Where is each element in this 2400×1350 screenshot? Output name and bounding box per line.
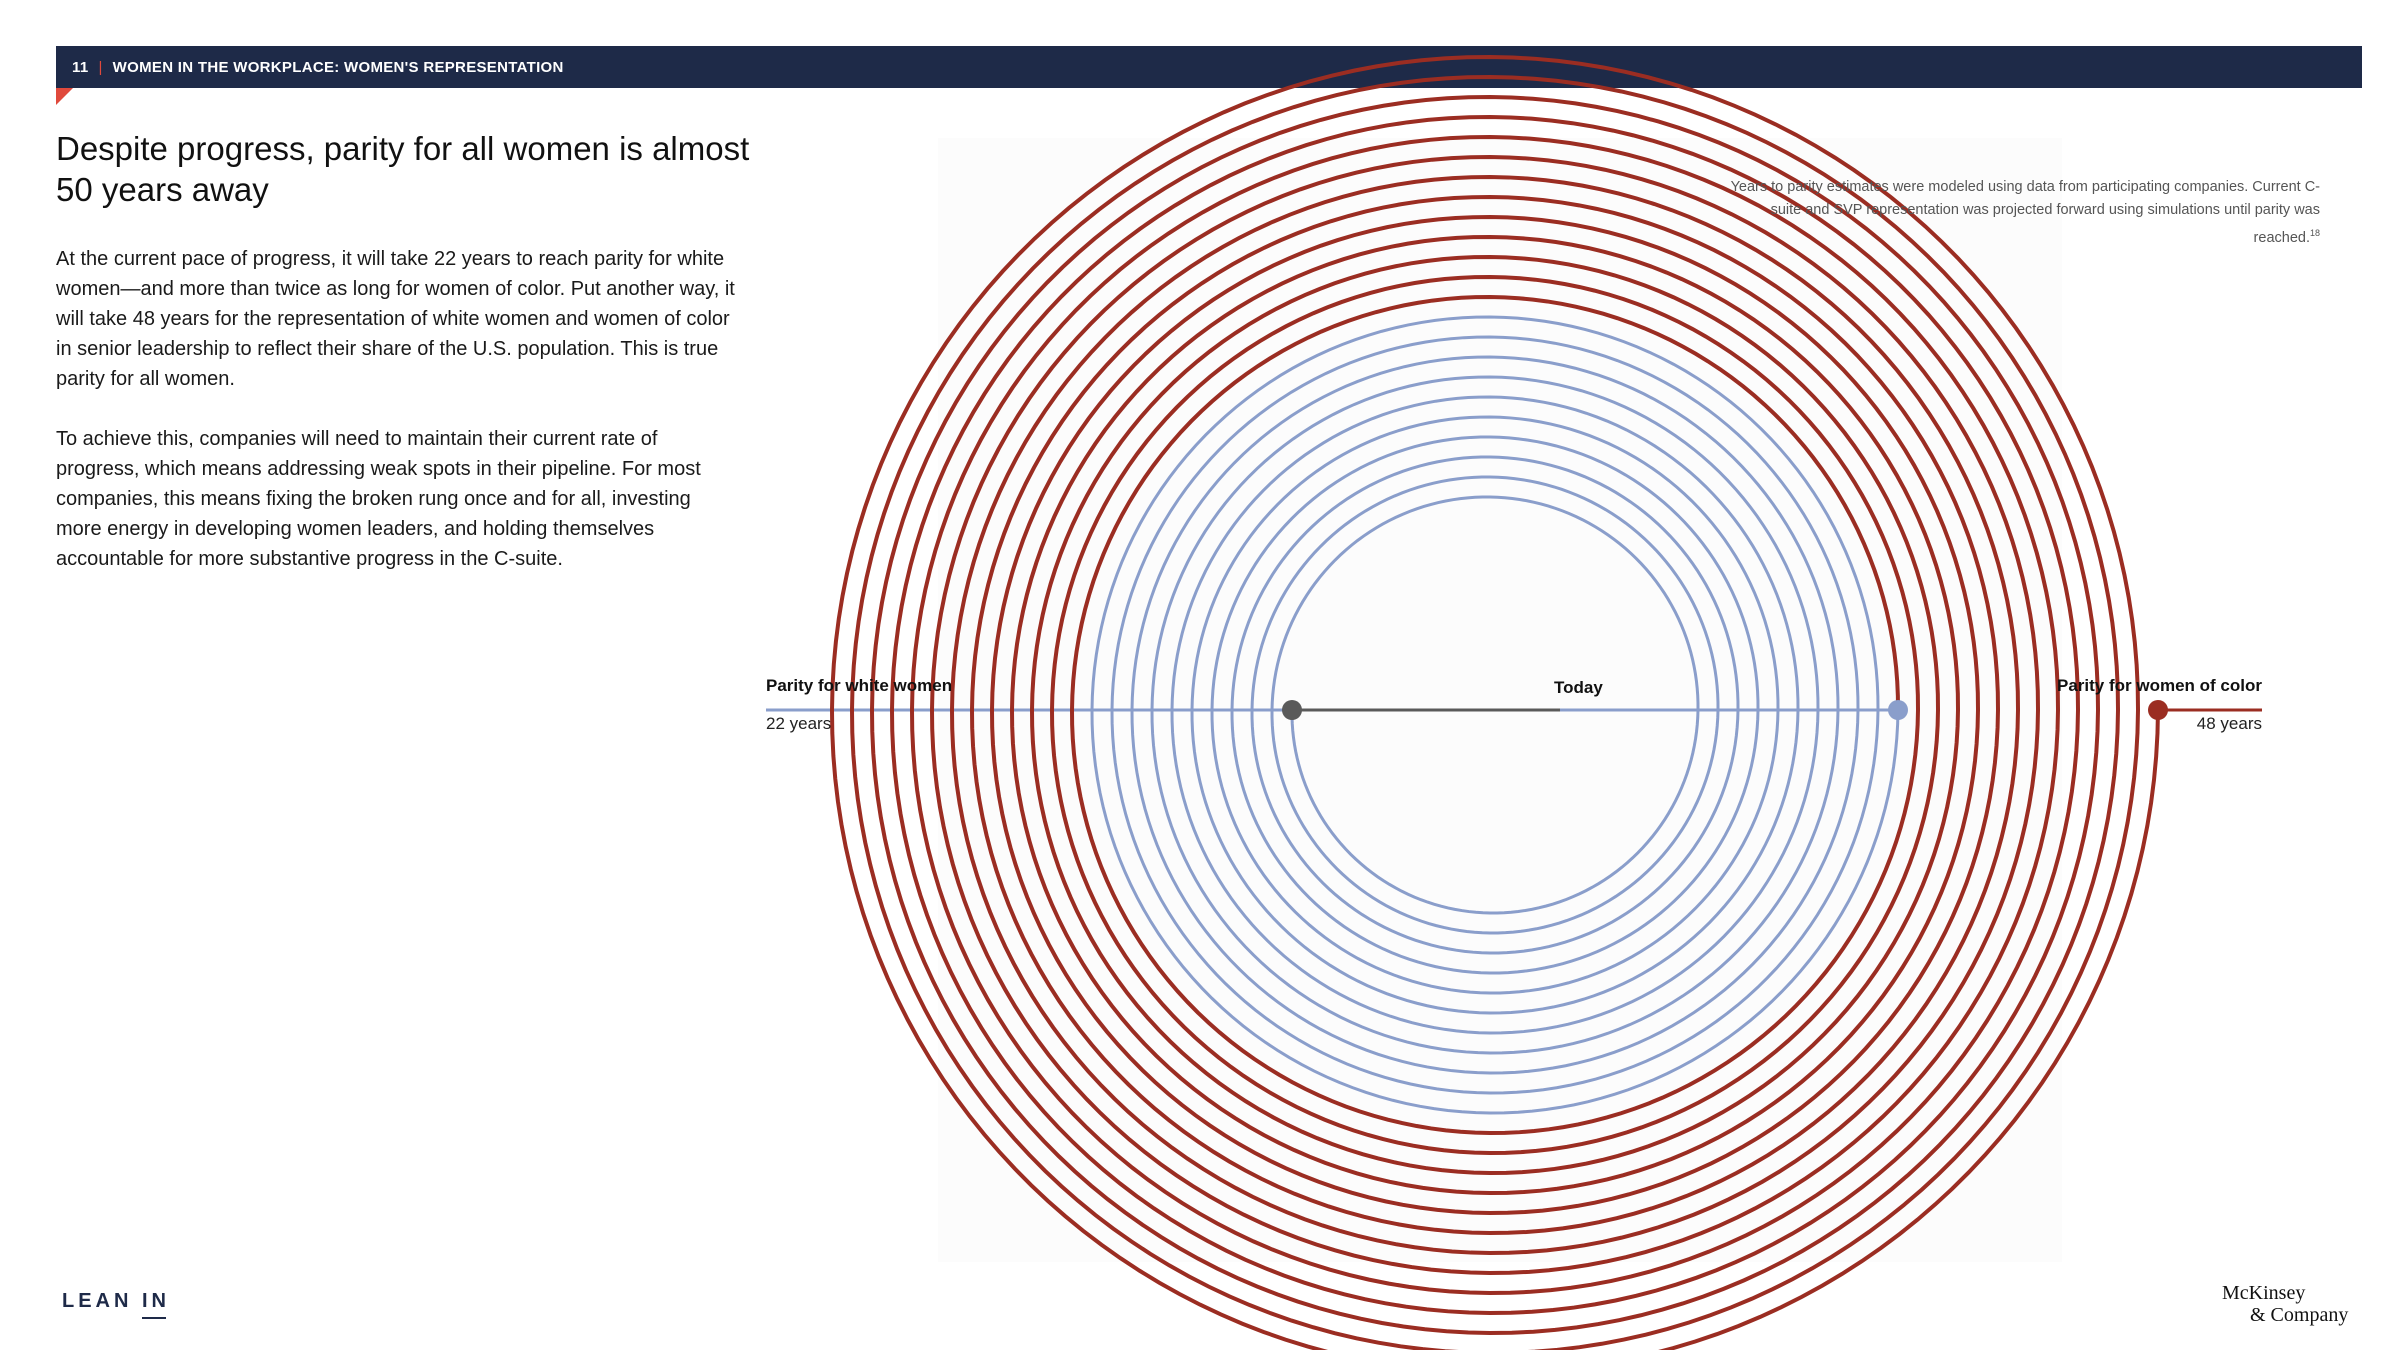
white-women-parity-marker	[1888, 700, 1908, 720]
body-paragraph-2: To achieve this, companies will need to maintain their current rate of progress, which means addressing weak spots in their pipeline. For most companies, this means fixing the broken rung once and for all, investing more energy in developing women leaders, and holding themselves accountable for more substantive progress in the C-suite.	[56, 428, 701, 570]
lean-in-logo-word1: LEAN	[62, 1290, 142, 1312]
white-women-series-label: Parity for white women	[766, 676, 953, 695]
lean-in-logo-word2: IN	[142, 1290, 170, 1312]
women-of-color-value-label: 48 years	[2196, 714, 2262, 733]
white-women-value-label: 22 years	[766, 714, 832, 733]
header-separator: |	[98, 58, 103, 76]
page-title: Despite progress, parity for all women is almost 50 years away	[56, 130, 750, 208]
section-title: WOMEN IN THE WORKPLACE: WOMEN'S REPRESENTATION	[112, 58, 564, 76]
mckinsey-logo-line1: McKinsey	[2222, 1282, 2306, 1304]
chart-note	[1720, 176, 2320, 250]
mckinsey-logo-line2: & Company	[2250, 1304, 2349, 1326]
chart-note-footnote: 18	[2309, 228, 2320, 238]
women-of-color-spiral	[832, 57, 2158, 1350]
today-marker	[1282, 700, 1302, 720]
chart-note-text: Years to parity estimates were modeled using data from participating companies. Current C-suite and SVP representation was projected forward using simulations until parity was reached.	[1730, 179, 2320, 246]
women-of-color-parity-marker	[2148, 700, 2168, 720]
today-label: Today	[1554, 678, 1603, 697]
mckinsey-logo	[2222, 1282, 2362, 1326]
white-women-spiral	[1092, 317, 1898, 1113]
page-number: 11	[72, 58, 89, 76]
body-paragraph-1: At the current pace of progress, it will take 22 years to reach parity for white women—and more than twice as long for women of color. Put another way, it will take 48 years for the representation of white women and women of color in senior leadership to reflect their share of the U.S. population. This is true parity for all women.	[56, 248, 735, 390]
lean-in-logo	[62, 1290, 170, 1313]
women-of-color-series-label: Parity for women of color	[2057, 676, 2262, 695]
